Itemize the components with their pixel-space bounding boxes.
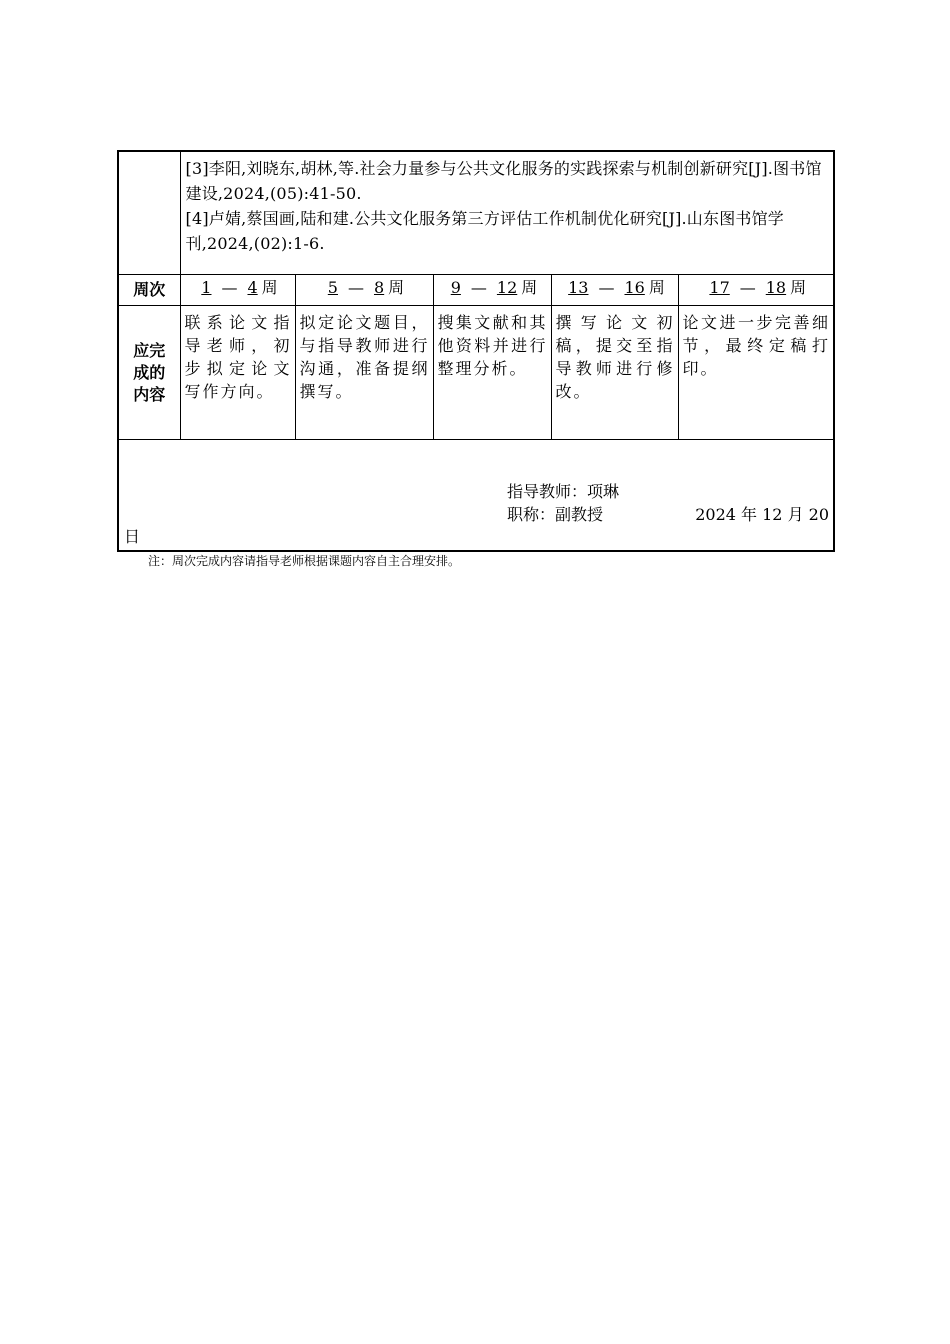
week-to: 4 (247, 278, 258, 297)
week-from: 1 (201, 278, 212, 297)
signature-block (507, 480, 619, 526)
signature-row (118, 440, 834, 552)
week-range-3 (433, 275, 551, 306)
week-range-2 (295, 275, 433, 306)
task-cell-3: 搜集文献和其他资料并进行整理分析。 (433, 306, 551, 440)
week-label: 周次 (118, 275, 180, 306)
content-label-line: 内容 (133, 384, 166, 404)
week-unit: 周 (388, 278, 405, 297)
week-range-4 (551, 275, 678, 306)
week-from: 17 (709, 278, 730, 297)
week-unit: 周 (261, 278, 278, 297)
week-dash: — (598, 278, 615, 297)
tasks-row (118, 306, 834, 440)
advisor-title: 职称：副教授 (507, 505, 604, 524)
week-to: 16 (624, 278, 645, 297)
content-label-line: 应完 (133, 340, 166, 360)
schedule-table (117, 150, 835, 552)
week-dash: — (470, 278, 487, 297)
week-unit: 周 (648, 278, 665, 297)
week-to: 8 (373, 278, 385, 297)
week-row (118, 275, 834, 306)
week-to: 18 (765, 278, 787, 297)
week-unit: 周 (521, 278, 538, 297)
week-from: 13 (568, 278, 589, 297)
week-dash: — (739, 278, 756, 297)
reference-item: [3]李阳,刘晓东,胡林,等.社会力量参与公共文化服务的实践探索与机制创新研究[J].图书馆建设,2024,(05):41-50. (185, 159, 822, 203)
task-cell-2: 拟定论文题目，与指导教师进行沟通，准备提纲撰写。 (295, 306, 433, 440)
references-cell (180, 151, 834, 275)
signature-date: 2024 年 12 月 20 (695, 505, 830, 524)
week-from: 9 (450, 278, 461, 297)
signature-cell (118, 440, 834, 552)
week-to: 12 (496, 278, 518, 297)
week-unit: 周 (790, 278, 807, 297)
reference-item: [4]卢婧,蔡国画,陆和建.公共文化服务第三方评估工作机制优化研究[J].山东图书馆学刊,2024,(02):1-6. (185, 209, 785, 253)
signature-day: 日 (124, 527, 141, 546)
week-range-1 (180, 275, 295, 306)
references-row (118, 151, 834, 275)
week-from: 5 (327, 278, 338, 297)
week-dash: — (347, 278, 364, 297)
task-cell-1: 联系论文指导老师，初步拟定论文写作方向。 (180, 306, 295, 440)
week-dash: — (221, 278, 238, 297)
content-label-line: 成的 (133, 362, 166, 382)
references-label-cell (118, 151, 180, 275)
content-label (118, 306, 180, 440)
week-range-5 (678, 275, 834, 306)
footnote: 注：周次完成内容请指导老师根据课题内容自主合理安排。 (148, 554, 461, 568)
task-cell-4: 撰写论文初稿，提交至指导教师进行修改。 (551, 306, 678, 440)
task-cell-5: 论文进一步完善细节，最终定稿打印。 (678, 306, 834, 440)
advisor-name: 指导教师：项琳 (507, 482, 620, 501)
